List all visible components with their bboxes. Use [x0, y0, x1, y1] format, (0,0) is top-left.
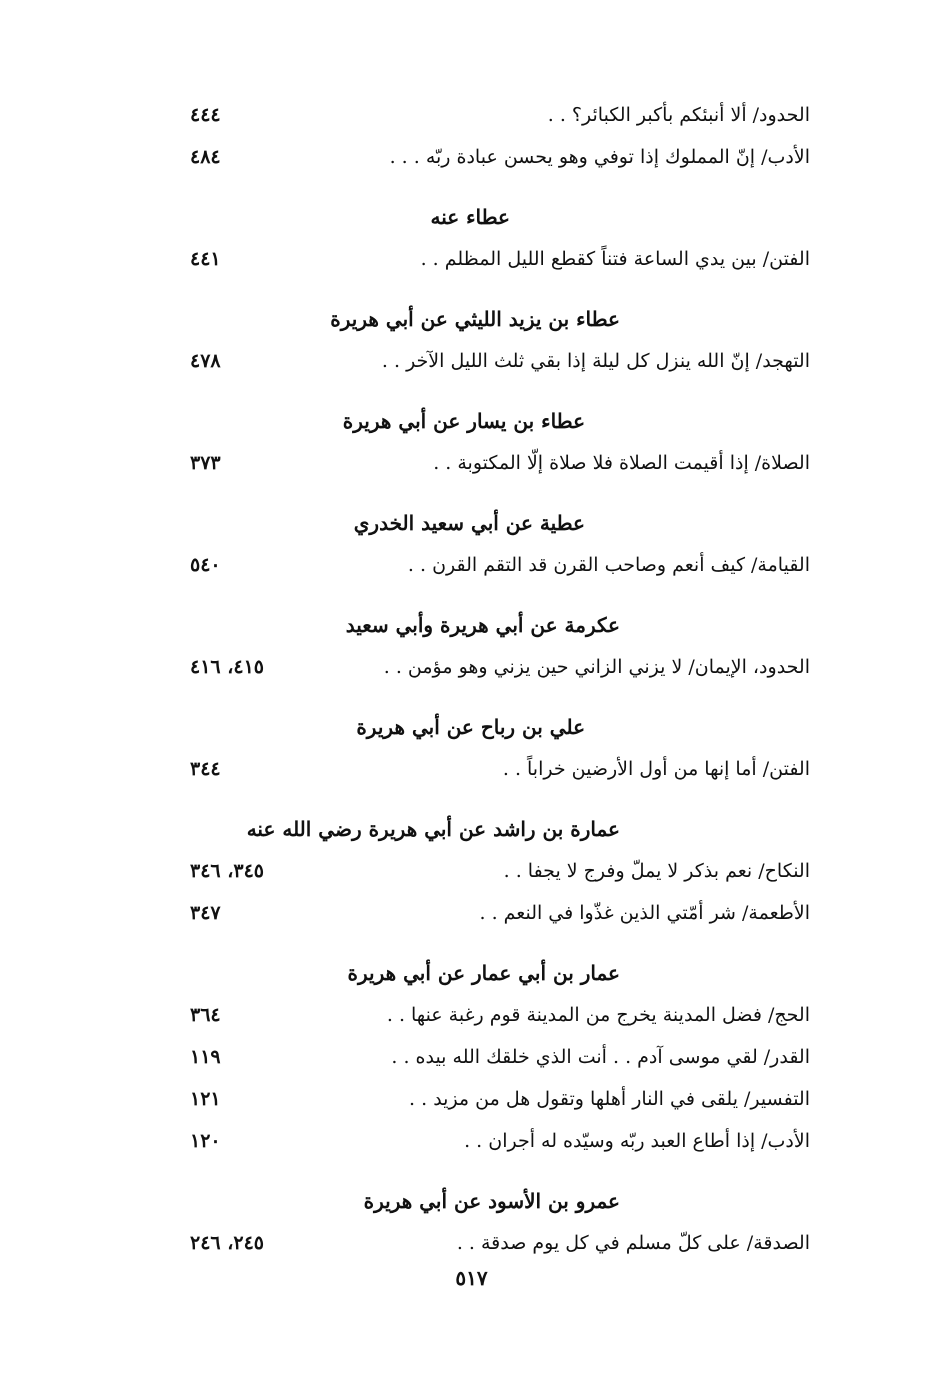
- entry-text: القيامة/ كيف أنعم وصاحب القرن قد التقم القرن . .: [407, 554, 810, 576]
- entry-text: الأطعمة/ شر أمّتي الذين غذّوا في النعم . .: [479, 902, 810, 924]
- index-entry: [190, 1222, 810, 1264]
- entry-pages: ٢٤٥، ٢٤٦: [190, 1232, 264, 1254]
- entry-text: القدر/ لقي موسى آدم . . أنت الذي خلقك الله بيده . .: [391, 1046, 810, 1068]
- narrator-heading: عطاء بن يزيد الليثي عن أبي هريرة: [330, 307, 620, 331]
- entry-pages: ٣٤٤: [190, 758, 221, 780]
- index-entry: [190, 892, 810, 934]
- entry-text: الحج/ فضل المدينة يخرج من المدينة قوم رغبة عنها . .: [386, 1004, 810, 1026]
- entry-pages: ١٢١: [190, 1088, 221, 1110]
- index-entry: [190, 1078, 810, 1120]
- entry-text: الصدقة/ على كلّ مسلم في كل يوم صدقة . .: [456, 1232, 810, 1254]
- entry-text: الحدود، الإيمان/ لا يزني الزاني حين يزني وهو مؤمن . .: [383, 656, 810, 678]
- index-entry: [190, 238, 810, 280]
- narrator-heading: عطاء عنه: [430, 205, 510, 229]
- entry-pages: ١١٩: [190, 1046, 221, 1068]
- index-entry: [190, 748, 810, 790]
- index-entry: [190, 544, 810, 586]
- entry-text: الصلاة/ إذا أقيمت الصلاة فلا صلاة إلّا المكتوبة . .: [433, 452, 810, 474]
- index-entry: [190, 850, 810, 892]
- entry-pages: ١٢٠: [190, 1130, 221, 1152]
- entry-text: التهجد/ إنّ الله ينزل كل ليلة إذا بقي ثلث الليل الآخر . .: [381, 350, 810, 372]
- narrator-heading: علي بن رباح عن أبي هريرة: [356, 715, 585, 739]
- entry-pages: ٣٧٣: [190, 452, 221, 474]
- index-entry: [190, 340, 810, 382]
- entry-text: الفتن/ أما إنها من أول الأرضين خراباً . .: [502, 758, 810, 780]
- narrator-heading: عطاء بن يسار عن أبي هريرة: [342, 409, 585, 433]
- entry-text: الأدب/ إذا أطاع العبد ربّه وسيّده له أجران . .: [464, 1130, 810, 1152]
- entry-pages: ٤٤١: [190, 248, 221, 270]
- entry-text: التفسير/ يلقى في النار أهلها وتقول هل من مزيد . .: [409, 1088, 810, 1110]
- index-entry: [190, 1120, 810, 1162]
- entry-pages: ٤٤٤: [190, 104, 221, 126]
- entry-text: الحدود/ ألا أنبئكم بأكبر الكبائر؟ . .: [547, 104, 810, 126]
- entry-pages: ٥٤٠: [190, 554, 221, 576]
- index-content: [190, 94, 810, 1264]
- entry-pages: ٣٤٥، ٣٤٦: [190, 860, 264, 882]
- entry-text: النكاح/ نعم بذكر لا يملّ وفرج لا يجفا . .: [503, 860, 810, 882]
- entry-text: الفتن/ بين يدي الساعة فتناً كقطع الليل المظلم . .: [420, 248, 810, 270]
- narrator-heading: عكرمة عن أبي هريرة وأبي سعيد: [345, 613, 620, 637]
- index-entry: [190, 646, 810, 688]
- index-entry: [190, 1036, 810, 1078]
- narrator-heading: عمرو بن الأسود عن أبي هريرة: [363, 1189, 620, 1213]
- page-number: ٥١٧: [455, 1266, 488, 1290]
- entry-text: الأدب/ إنّ المملوك إذا توفي وهو يحسن عبادة ربّه . . .: [389, 146, 810, 168]
- narrator-heading: عمارة بن راشد عن أبي هريرة رضي الله عنه: [246, 817, 620, 841]
- index-entry: [190, 994, 810, 1036]
- entry-pages: ٤٧٨: [190, 350, 221, 372]
- entry-pages: ٣٤٧: [190, 902, 221, 924]
- index-entry: [190, 94, 810, 136]
- index-entry: [190, 136, 810, 178]
- entry-pages: ٤١٥، ٤١٦: [190, 656, 264, 678]
- narrator-heading: عمار بن أبي عمار عن أبي هريرة: [347, 961, 620, 985]
- entry-pages: ٤٨٤: [190, 146, 221, 168]
- narrator-heading: عطية عن أبي سعيد الخدري: [353, 511, 585, 535]
- index-entry: [190, 442, 810, 484]
- entry-pages: ٣٦٤: [190, 1004, 221, 1026]
